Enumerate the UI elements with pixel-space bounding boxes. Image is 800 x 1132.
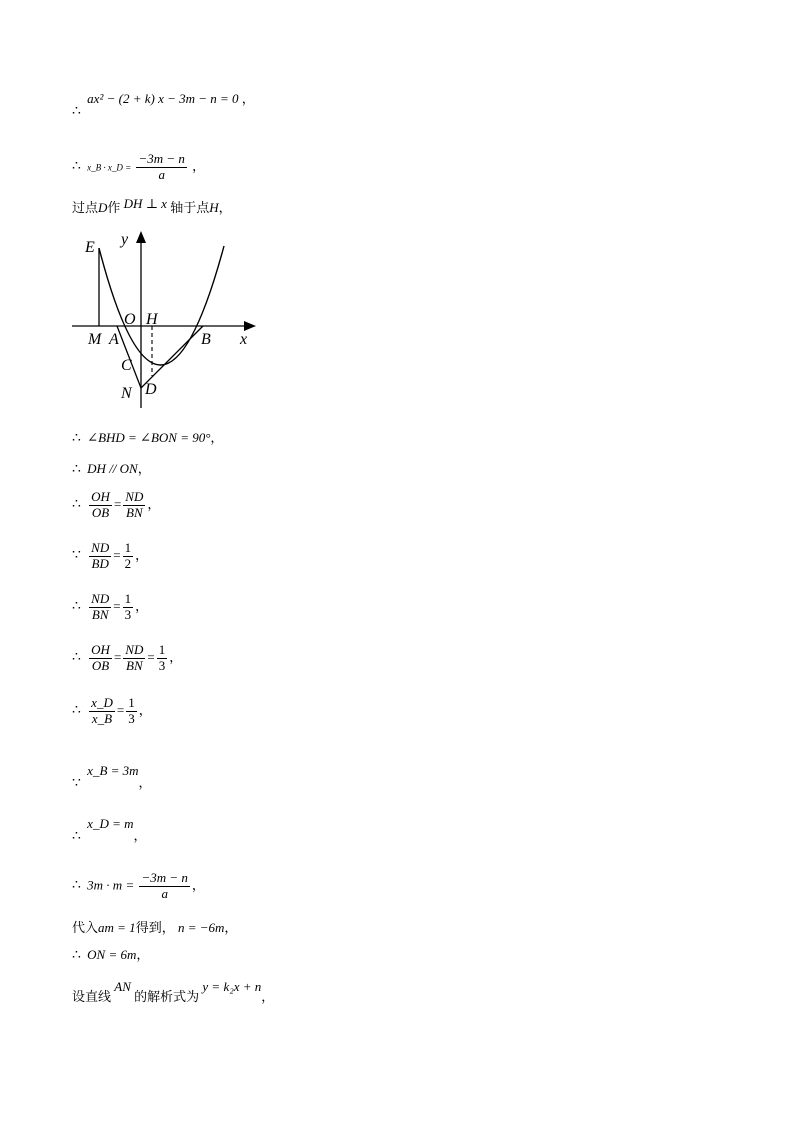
punctuation: ， [147, 496, 161, 512]
fraction [123, 490, 145, 521]
text: 作 [107, 201, 121, 216]
product-of-roots-lhs: x_B · x_D = [87, 162, 132, 173]
denominator: 3 [128, 710, 135, 726]
angle-equality: ∠BHD = ∠BON = 90° [87, 430, 211, 445]
numerator: 1 [124, 591, 132, 606]
product-lhs: 3m · m = [87, 877, 135, 893]
equals: = [116, 702, 125, 718]
denominator: BN [126, 657, 143, 673]
step-line-7 [72, 541, 148, 572]
fraction [139, 871, 189, 902]
therefore-symbol: ∴ [72, 947, 81, 963]
step-line-1 [72, 91, 255, 119]
denominator: a [158, 166, 165, 182]
numerator: 1 [124, 540, 132, 555]
therefore-symbol: ∴ [72, 461, 81, 477]
denominator: OB [91, 657, 110, 673]
step-line-11 [72, 763, 152, 791]
fraction [136, 152, 186, 183]
text: 设直线 [72, 990, 112, 1005]
step-line-12 [72, 816, 147, 844]
therefore-symbol: ∴ [72, 877, 81, 894]
numerator: −3m − n [141, 870, 188, 885]
punctuation: ， [138, 702, 152, 718]
numerator: 1 [128, 695, 135, 710]
therefore-symbol: ∴ [72, 158, 81, 175]
denominator: BD [91, 555, 109, 571]
var-h: H [209, 200, 219, 215]
n-result: n = −6m [177, 920, 225, 935]
therefore-symbol: ∴ [72, 702, 81, 719]
punctuation: ， [261, 989, 275, 1004]
numerator: ND [91, 540, 110, 555]
step-line-15 [72, 948, 149, 962]
fraction [89, 541, 111, 572]
punctuation: ， [137, 461, 151, 476]
denominator: a [161, 885, 168, 901]
step-line-10 [72, 696, 152, 727]
numerator: OH [91, 642, 110, 657]
label-h: H [146, 311, 158, 328]
step-line-4 [72, 431, 223, 445]
because-symbol: ∵ [72, 775, 81, 791]
label-x: x [240, 331, 248, 348]
denominator: BN [126, 504, 143, 520]
therefore-symbol: ∴ [72, 598, 81, 615]
punctuation: ， [135, 547, 149, 563]
equals: = [113, 649, 122, 665]
equals: = [147, 649, 155, 665]
punctuation: ， [169, 649, 183, 665]
punctuation: ， [192, 158, 206, 174]
punctuation: ， [191, 877, 205, 893]
because-symbol: ∵ [72, 547, 81, 564]
punctuation: ， [210, 430, 224, 445]
denominator: BN [91, 606, 109, 622]
denominator: 2 [124, 555, 132, 571]
fraction [157, 643, 168, 674]
step-line-13 [72, 871, 205, 902]
punctuation: ， [136, 947, 150, 962]
text: 过点 [72, 201, 99, 216]
on-length: ON = 6m [87, 947, 137, 962]
xb-expr: x_B = 3m [87, 763, 139, 778]
text: 轴于点 [170, 201, 210, 216]
label-d: D [145, 381, 157, 398]
label-a: A [109, 331, 119, 348]
punctuation: ， [218, 200, 232, 215]
label-b: B [201, 331, 211, 348]
fraction [89, 696, 115, 727]
numerator: ND [125, 489, 144, 504]
substitution-expr: am = 1 [98, 920, 136, 935]
punctuation: ， [241, 91, 255, 106]
step-line-8 [72, 592, 148, 623]
punctuation: ， [133, 828, 147, 843]
fraction [123, 643, 145, 674]
line-an: AN [114, 979, 131, 994]
therefore-symbol: ∴ [72, 496, 81, 513]
segment-nb [141, 326, 203, 388]
step-line-2 [72, 152, 205, 183]
perpendicular-expr: DH ⊥ x [123, 196, 167, 211]
therefore-symbol: ∴ [72, 430, 81, 446]
text: 的解析式为 [134, 990, 200, 1005]
numerator: x_D [91, 695, 113, 710]
equals: = [113, 496, 122, 512]
denominator: 3 [158, 657, 166, 673]
fraction [123, 592, 134, 623]
fraction [123, 541, 134, 572]
step-line-14 [72, 921, 237, 935]
numerator: OH [91, 489, 110, 504]
fraction [89, 643, 112, 674]
punctuation: ， [224, 920, 238, 935]
denominator: 3 [124, 606, 132, 622]
punctuation: ， [135, 598, 149, 614]
parallel-expr: DH // ON [87, 461, 138, 476]
step-line-6 [72, 490, 160, 521]
therefore-symbol: ∴ [72, 649, 81, 666]
label-e: E [85, 239, 95, 256]
therefore-symbol: ∴ [72, 828, 81, 844]
step-line-3 [72, 196, 232, 216]
numerator: 1 [158, 642, 166, 657]
label-n: N [121, 385, 132, 402]
fraction [126, 696, 137, 727]
equals: = [113, 598, 121, 614]
equation-quadratic: ax² − (2 + k) x − 3m − n = 0 [87, 91, 239, 106]
label-m: M [88, 331, 102, 348]
parabola-figure [72, 228, 272, 413]
numerator: ND [125, 642, 144, 657]
step-line-5 [72, 462, 151, 476]
y-axis-arrow [136, 231, 146, 243]
label-c: C [121, 357, 132, 374]
numerator: −3m − n [138, 151, 185, 166]
var-d: D [98, 200, 108, 215]
fraction [89, 592, 111, 623]
text: 得到， [135, 921, 175, 936]
x-axis-arrow [244, 321, 256, 331]
fraction [89, 490, 112, 521]
punctuation: ， [138, 775, 152, 790]
numerator: ND [91, 591, 110, 606]
xd-expr: x_D = m [87, 816, 134, 831]
step-line-9 [72, 643, 182, 674]
step-line-16 [72, 979, 275, 1005]
denominator: x_B [91, 710, 113, 726]
therefore-symbol: ∴ [72, 103, 81, 119]
text: 代入 [72, 921, 99, 936]
equals: = [113, 547, 121, 563]
label-o: O [124, 311, 136, 328]
label-y: y [121, 231, 129, 248]
line-equation: y = k₂x + n [202, 979, 262, 994]
denominator: OB [91, 504, 110, 520]
